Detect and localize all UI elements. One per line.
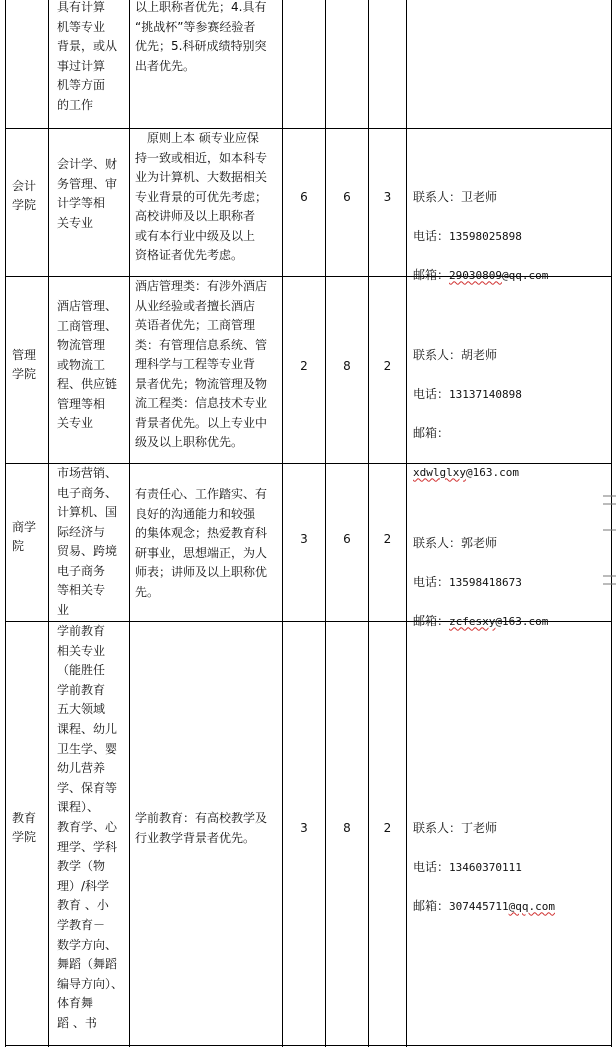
row-4-contact xyxy=(413,799,609,936)
contact-name: 郭老师 xyxy=(461,535,498,550)
row-1-count-2: 6 xyxy=(343,190,351,204)
row-0-requirements: 以上职称者优先；4.具有 “挑战杯”等参赛经验者 优先；5.科研成绩特别突 出者优先。 xyxy=(135,0,267,73)
row-4-college: 教育 学院 xyxy=(12,811,37,844)
row-3-count-1: 3 xyxy=(300,532,308,546)
email-user: xdwlglxy xyxy=(413,465,466,479)
row-1-contact xyxy=(413,168,609,305)
row-1-requirements: 原则上本 硕专业应保 持一致或相近，如本科专 业为计算机、大数据相关 专业背景的可优先考虑； 高校讲师及以上职称者 或有本行业中级及以上 资格证者优先考虑。 xyxy=(135,131,268,262)
phone-label: 电话： xyxy=(413,386,450,401)
phone-label: 电话： xyxy=(413,228,450,243)
phone-label: 电话： xyxy=(413,859,450,874)
row-4-count-3: 2 xyxy=(383,821,392,835)
row-0-majors: 具有计算 机等专业 背景，或从 事过计算 机等方面 的工作 xyxy=(57,0,118,112)
row-2-requirements: 酒店管理类：有涉外酒店 从业经验或者擅长酒店 英语者优先；工商管理 类：有管理信息系统、管 理科学与工程等专业背 景者优先；物流管理及物 流工程类：信息技术专业 背景者优先。以上专业中 级及以上职称优先。 xyxy=(135,279,268,449)
phone-number: 13460370111 xyxy=(449,860,522,874)
phone-label: 电话： xyxy=(413,574,450,589)
row-3-count-3: 2 xyxy=(383,532,392,546)
email-domain: @qq.com xyxy=(502,268,549,282)
contact-label: 联系人： xyxy=(413,820,462,835)
row-4-count-1: 3 xyxy=(300,821,308,835)
email-user: 29030809 xyxy=(449,268,502,282)
row-3-contact xyxy=(413,514,609,651)
phone-number: 13598418673 xyxy=(449,575,522,589)
contact-name: 胡老师 xyxy=(461,347,498,362)
row-1-count-3: 3 xyxy=(383,190,392,204)
row-4-count-2: 8 xyxy=(343,821,351,835)
email-user: zcfesxy xyxy=(449,614,496,628)
row-4-majors: 学前教育 相关专业 （能胜任 学前教育 五大领域 课程、幼儿 卫生学、婴 幼儿营养 学、保育等 课程）、 教育学、心 理学、学科 教学（物 理）/科学 教育 、小 学教育－ 数学方向、 舞蹈（舞蹈 编导方向）、 体育舞 蹈 、书 xyxy=(57,624,124,1030)
email-domain: @qq.com xyxy=(508,899,555,913)
email-domain: @163.com xyxy=(465,465,519,479)
row-2-count-1: 2 xyxy=(300,359,308,373)
email-label: 邮箱： xyxy=(413,613,450,628)
row-1-count-1: 6 xyxy=(300,190,308,204)
row-3-count-2: 6 xyxy=(343,532,351,546)
row-3-college: 商学 院 xyxy=(12,520,37,553)
contact-name: 卫老师 xyxy=(461,189,498,204)
row-1-majors: 会计学、财 务管理、审 计学等相 关专业 xyxy=(57,157,118,230)
email-user: 307445711 xyxy=(449,899,509,913)
phone-number: 13598025898 xyxy=(449,229,522,243)
row-2-college: 管理 学院 xyxy=(12,348,37,381)
email-label: 邮箱： xyxy=(413,267,450,282)
contact-label: 联系人： xyxy=(413,189,462,204)
contact-name: 丁老师 xyxy=(461,820,498,835)
row-3-requirements: 有责任心、工作踏实、有 良好的沟通能力和较强 的集体观念；热爱教育科 研事业，思想端正，为人 师表；讲师及以上职称优 先。 xyxy=(135,487,268,599)
row-3-majors: 市场营销、 电子商务、 计算机、国 际经济与 贸易、跨境 电子商务 等相关专 业 xyxy=(57,466,118,617)
email-domain: @163.com xyxy=(495,614,549,628)
email-label: 邮箱： xyxy=(413,425,450,440)
row-4-requirements: 学前教育：有高校教学及 行业教学背景者优先。 xyxy=(135,811,268,845)
email-label: 邮箱： xyxy=(413,898,450,913)
contact-label: 联系人： xyxy=(413,535,462,550)
row-2-majors: 酒店管理、 工商管理、 物流管理 或物流工 程、供应链 管理等相 关专业 xyxy=(57,299,118,430)
row-2-contact xyxy=(413,326,609,502)
contact-label: 联系人： xyxy=(413,347,462,362)
phone-number: 13137140898 xyxy=(449,387,522,401)
row-2-count-3: 2 xyxy=(383,359,392,373)
row-2-count-2: 8 xyxy=(343,359,351,373)
row-1-college: 会计 学院 xyxy=(12,179,37,212)
